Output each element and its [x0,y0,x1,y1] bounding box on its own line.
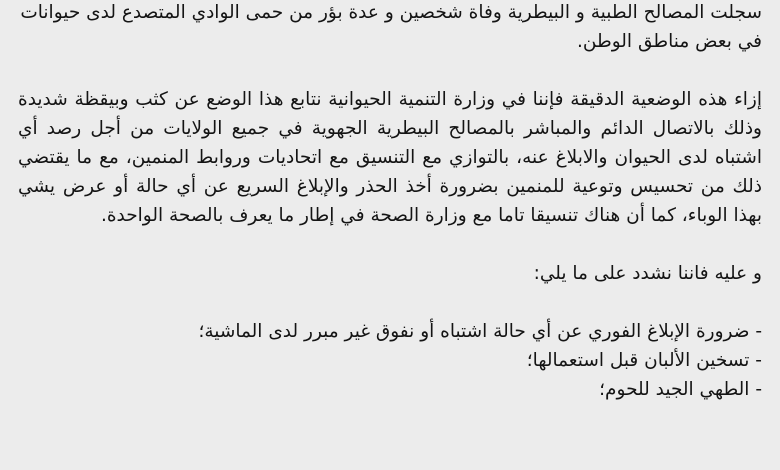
recommendations-list [18,317,762,404]
list-item: - ضرورة الإبلاغ الفوري عن أي حالة اشتباه أو نفوق غير مبرر لدى الماشية؛ [198,321,762,342]
body-paragraph: إزاء هذه الوضعية الدقيقة فإننا في وزارة التنمية الحيوانية نتابع هذا الوضع عن كثب وبيقظة شديدة وذلك بالاتصال الدائم والمباشر بالمصالح البيطرية الجهوية في جميع الولايات من أجل رصد أي اشتباه لدى الحيوان والابلاغ عنه، بالتوازي مع التنسيق مع اتحاديات وروابط المنمين، مع ما يقتضي ذلك من تحسيس وتوعية للمنمين بضرورة أخذ الحذر والإبلاغ السريع عن أي حالة أو عرض يشي بهذا الوباء، كما أن هناك تنسيقا تاما مع وزارة الصحة في إطار ما يعرف بالصحة الواحدة. [18,89,762,226]
list-item: - الطهي الجيد للحوم؛ [599,379,762,400]
intro-paragraph: سجلت المصالح الطبية و البيطرية وفاة شخصين و عدة بؤر من حمى الوادي المتصدع لدى حيوانات في بعض مناطق الوطن. [20,2,762,52]
list-item: - تسخين الألبان قبل استعمالها؛ [526,350,762,371]
document-text [18,0,762,404]
lead-paragraph: و عليه فاننا نشدد على ما يلي: [533,263,762,284]
